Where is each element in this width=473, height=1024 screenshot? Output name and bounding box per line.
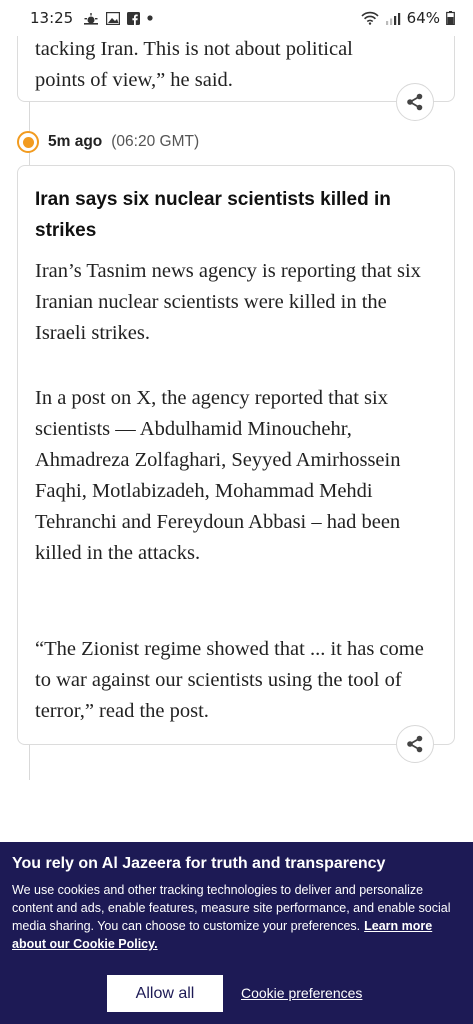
post-headline: Iran says six nuclear scientists killed in strikes [35, 189, 391, 241]
live-update-card [17, 165, 455, 745]
cookie-banner-title: You rely on Al Jazeera for truth and transparency [12, 855, 386, 872]
post-timestamp [17, 131, 199, 153]
status-time: 13:25 [30, 9, 74, 27]
cookie-banner [0, 842, 473, 1024]
share-button[interactable] [396, 725, 434, 763]
wifi-icon [361, 11, 379, 25]
share-button-previous[interactable] [396, 83, 434, 121]
time-ago: 5m ago [48, 133, 103, 150]
status-icons-left [83, 12, 153, 25]
battery-percent: 64% [406, 9, 440, 27]
share-icon [405, 734, 425, 754]
post-paragraph-2: In a post on X, the agency reported that six scientists — Abdulhamid Minouchehr, Ahmadreza Zolfaghari, Seyyed Amirhossein Faqhi, Motlabizadeh, Mohammad Mehdi Tehranchi and Fereydoun Abbasi – had been killed in the attacks. [35, 387, 401, 564]
cookie-banner-text [12, 881, 464, 953]
cookie-preferences-link[interactable]: Cookie preferences [241, 985, 363, 1001]
facebook-icon [127, 12, 140, 25]
status-icons-right [361, 9, 455, 27]
previous-post-line-1: tacking Iran. This is not about political [35, 38, 353, 60]
allow-all-button[interactable]: Allow all [107, 975, 223, 1012]
notification-dot-icon [147, 15, 153, 21]
time-gmt: (06:20 GMT) [111, 133, 200, 150]
weather-icon [83, 12, 99, 25]
post-paragraph-3: “The Zionist regime showed that ... it has come to war against our scientists using the tool of terror,” read the post. [35, 638, 424, 722]
share-icon [405, 92, 425, 112]
cookie-policy-link[interactable]: Learn more about our Cookie Policy. [12, 919, 433, 951]
post-paragraph-1: Iran’s Tasnim news agency is reporting that six Iranian nuclear scientists were killed in the Israeli strikes. [35, 260, 421, 344]
image-icon [106, 12, 120, 25]
live-indicator-icon [17, 131, 39, 153]
previous-post-text [35, 34, 435, 96]
signal-icon [385, 12, 401, 25]
battery-icon [446, 11, 455, 25]
previous-post-line-2: points of view,” he said. [35, 69, 233, 91]
status-bar [0, 0, 473, 36]
cookie-banner-description: We use cookies and other tracking technologies to deliver and personalize content and ads, enable features, measure site performance, and enable social media sharing. You can choose to customize your preferences. [12, 883, 451, 933]
